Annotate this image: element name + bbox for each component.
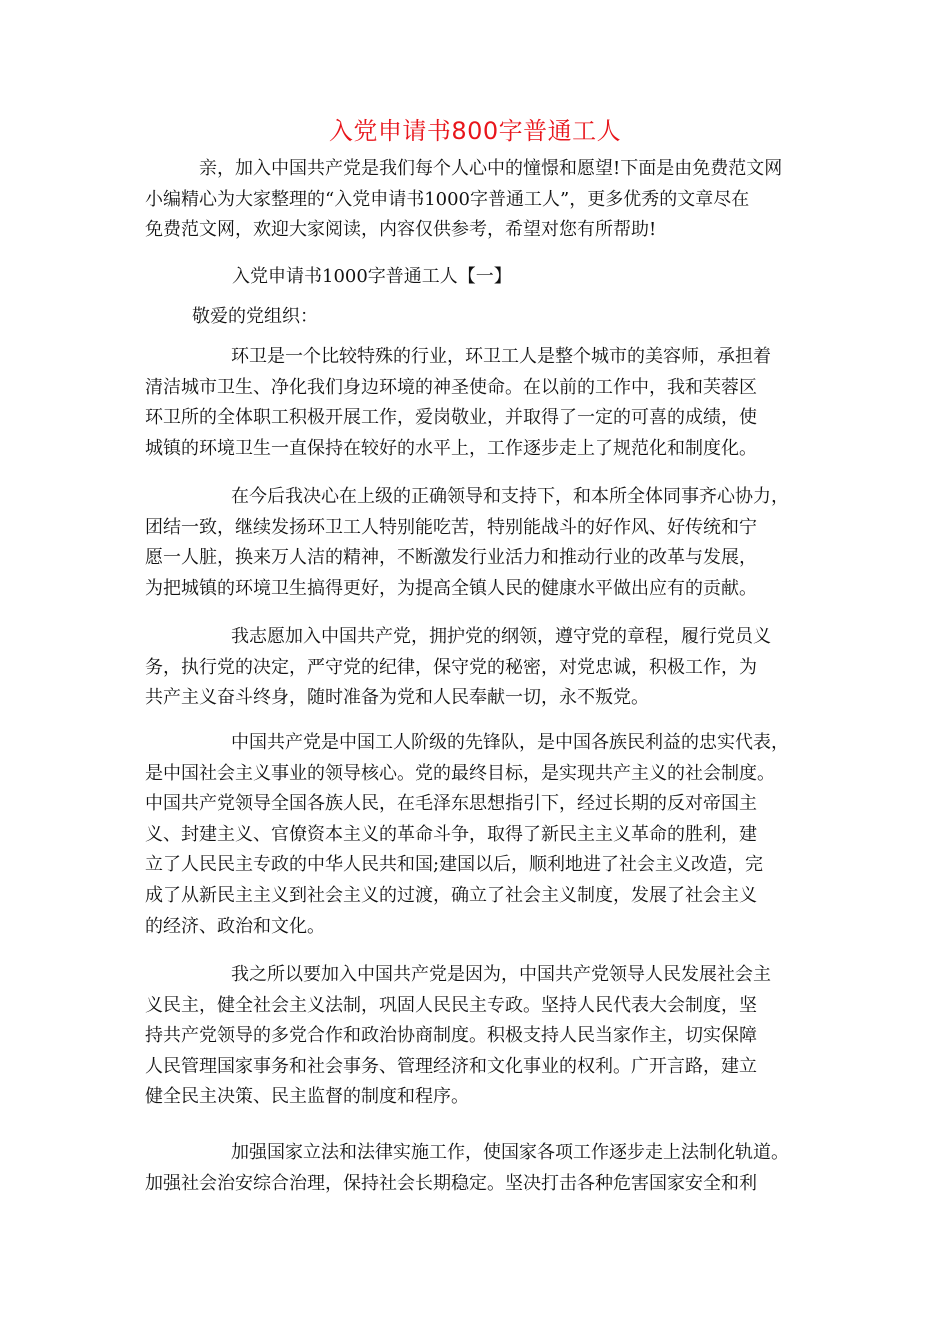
text-line: 为把城镇的环境卫生搞得更好，为提高全镇人民的健康水平做出应有的贡献。 <box>145 577 757 599</box>
text-line: 人民管理国家事务和社会事务、管理经济和文化事业的权利。广开言路，建立 <box>145 1055 757 1077</box>
text-line: 我之所以要加入中国共产党是因为，中国共产党领导人民发展社会主 <box>231 964 771 985</box>
document-title: 入党申请书800字普通工人 <box>328 117 622 145</box>
text-line: 愿一人脏，换来万人洁的精神，不断激发行业活力和推动行业的改革与发展， <box>145 547 757 569</box>
text-line: 清洁城市卫生、净化我们身边环境的神圣使命。在以前的工作中，我和芙蓉区 <box>145 376 757 398</box>
text-line: 加强国家立法和法律实施工作，使国家各项工作逐步走上法制化轨道。 <box>231 1142 789 1163</box>
body-paragraph-6 <box>145 1138 815 1199</box>
text-line: 在今后我决心在上级的正确领导和支持下，和本所全体同事齐心协力， <box>231 486 789 507</box>
intro-paragraph <box>145 154 815 246</box>
body-paragraph-2 <box>145 482 815 604</box>
section-subheading: 入党申请书1000字普通工人【一】 <box>232 266 512 287</box>
text-line: 免费范文网，欢迎大家阅读，内容仅供参考，希望对您有所帮助! <box>145 219 657 241</box>
text-line: 成了从新民主主义到社会主义的过渡，确立了社会主义制度，发展了社会主义 <box>145 884 757 906</box>
text-line: 中国共产党是中国工人阶级的先锋队，是中国各族民利益的忠实代表， <box>231 732 789 753</box>
text-line: 亲，加入中国共产党是我们每个人心中的憧憬和愿望!下面是由免费范文网 <box>199 158 783 179</box>
text-line: 加强社会治安综合治理，保持社会长期稳定。坚决打击各种危害国家安全和利 <box>145 1172 757 1194</box>
text-line: 健全民主决策、民主监督的制度和程序。 <box>145 1086 469 1108</box>
text-line: 我志愿加入中国共产党，拥护党的纲领，遵守党的章程，履行党员义 <box>231 626 771 647</box>
text-line: 的经济、政治和文化。 <box>145 915 325 937</box>
body-paragraph-5 <box>145 960 815 1113</box>
text-line: 立了人民民主专政的中华人民共和国;建国以后，顺利地进了社会主义改造，完 <box>145 854 764 876</box>
text-line: 中国共产党领导全国各族人民，在毛泽东思想指引下，经过长期的反对帝国主 <box>145 793 757 815</box>
text-line: 城镇的环境卫生一直保持在较好的水平上，工作逐步走上了规范化和制度化。 <box>145 437 757 459</box>
text-line: 持共产党领导的多党合作和政治协商制度。积极支持人民当家作主，切实保障 <box>145 1025 757 1047</box>
body-paragraph-1 <box>145 342 815 464</box>
salutation: 敬爱的党组织： <box>192 306 318 327</box>
text-line: 共产主义奋斗终身，随时准备为党和人民奉献一切，永不叛党。 <box>145 687 649 709</box>
text-line: 小编精心为大家整理的“入党申请书1000字普通工人”，更多优秀的文章尽在 <box>145 188 750 210</box>
text-line: 团结一致，继续发扬环卫工人特别能吃苦，特别能战斗的好作风、好传统和宁 <box>145 516 757 538</box>
text-line: 义民主，健全社会主义法制，巩固人民民主专政。坚持人民代表大会制度，坚 <box>145 994 757 1016</box>
text-line: 务，执行党的决定，严守党的纪律，保守党的秘密，对党忠诚，积极工作，为 <box>145 656 757 678</box>
text-line: 环卫是一个比较特殊的行业，环卫工人是整个城市的美容师，承担着 <box>231 346 771 367</box>
text-line: 义、封建主义、官僚资本主义的革命斗争，取得了新民主主义革命的胜利，建 <box>145 823 757 845</box>
text-line: 是中国社会主义事业的领导核心。党的最终目标，是实现共产主义的社会制度。 <box>145 762 775 784</box>
text-line: 环卫所的全体职工积极开展工作，爱岗敬业，并取得了一定的可喜的成绩，使 <box>145 407 757 429</box>
body-paragraph-4 <box>145 728 815 942</box>
body-paragraph-3 <box>145 622 815 714</box>
